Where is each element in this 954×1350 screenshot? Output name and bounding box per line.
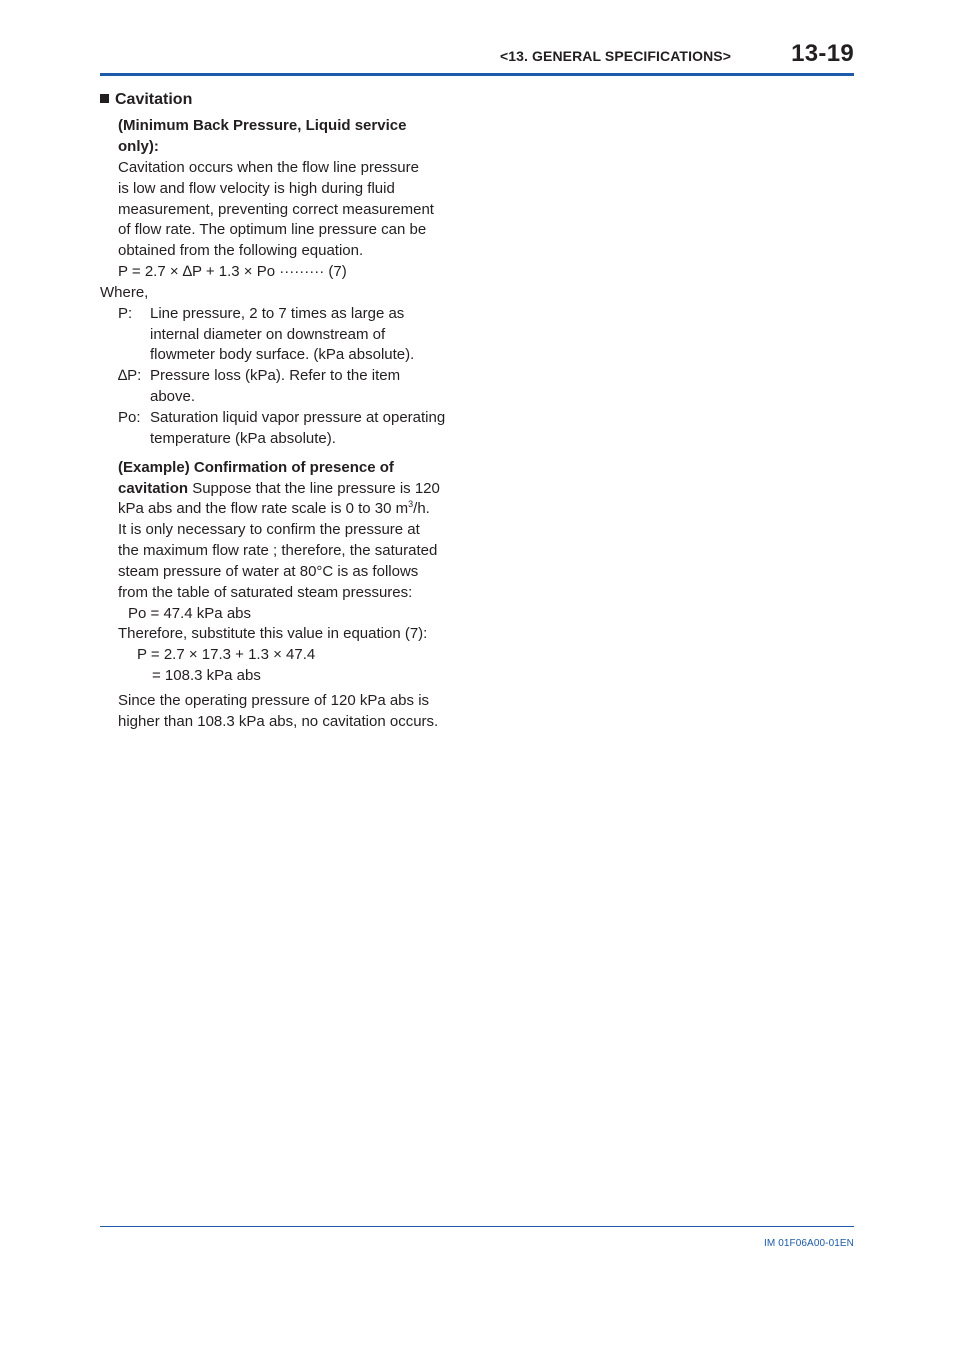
chapter-header: <13. GENERAL SPECIFICATIONS> [499, 48, 731, 64]
intro-line: is low and flow velocity is high during fluid [118, 180, 395, 197]
definition-term: ∆P: [118, 367, 142, 384]
definition-text: temperature (kPa absolute). [150, 430, 336, 447]
equation-7: P = 2.7 × ∆P + 1.3 × Po ········· (7) [118, 263, 347, 280]
definition-term: P: [118, 305, 133, 322]
definition-text: Pressure loss (kPa). Refer to the item [150, 367, 401, 384]
example-body-line: the maximum flow rate ; therefore, the saturated [118, 542, 438, 559]
header-rule [100, 73, 854, 76]
document-id: IM 01F06A00-01EN [764, 1238, 854, 1249]
example-text: Suppose that the line pressure is 120 [188, 480, 440, 497]
definition-text: internal diameter on downstream of [150, 326, 386, 343]
intro-line: obtained from the following equation. [118, 242, 364, 259]
definition-text: Saturation liquid vapor pressure at operating [150, 409, 446, 426]
calculation-result: = 108.3 kPa abs [152, 667, 261, 684]
example-body-line: It is only necessary to confirm the pressure at [118, 521, 420, 538]
definition-text: flowmeter body surface. (kPa absolute). [150, 346, 415, 363]
intro-line: Cavitation occurs when the flow line pressure [118, 159, 419, 176]
definition-text: Line pressure, 2 to 7 times as large as [150, 305, 405, 322]
example-text: /h. [413, 500, 430, 517]
example-body-line: from the table of saturated steam pressures: [118, 584, 413, 601]
page-number: 13-19 [791, 40, 854, 67]
subtitle-line-2: only): [118, 138, 159, 155]
po-value: Po = 47.4 kPa abs [128, 605, 252, 622]
superscript: 3 [408, 499, 414, 509]
example-heading: (Example) Confirmation of presence of [118, 459, 394, 476]
calculation-line: P = 2.7 × 17.3 + 1.3 × 47.4 [137, 646, 316, 663]
section-title-text: Cavitation [115, 91, 193, 108]
definition-text: above. [150, 388, 196, 405]
therefore-line: Therefore, substitute this value in equation (7): [118, 625, 428, 642]
intro-line: of flow rate. The optimum line pressure can be [118, 221, 427, 238]
section-title [100, 90, 192, 110]
conclusion-line: Since the operating pressure of 120 kPa abs is [118, 692, 430, 709]
example-heading-cont: cavitation [118, 480, 189, 497]
example-body-line: steam pressure of water at 80°C is as follows [118, 563, 419, 580]
square-bullet-icon [100, 94, 109, 103]
where-label: Where, [100, 284, 149, 301]
subtitle-line-1: (Minimum Back Pressure, Liquid service [118, 117, 407, 134]
conclusion-line: higher than 108.3 kPa abs, no cavitation occurs. [118, 713, 439, 730]
example-line [118, 498, 430, 519]
definition-term: Po: [118, 409, 141, 426]
intro-line: measurement, preventing correct measurement [118, 201, 434, 218]
footer-rule [100, 1226, 854, 1227]
example-text: kPa abs and the flow rate scale is 0 to 30 m [118, 500, 409, 517]
example-line [118, 478, 440, 499]
